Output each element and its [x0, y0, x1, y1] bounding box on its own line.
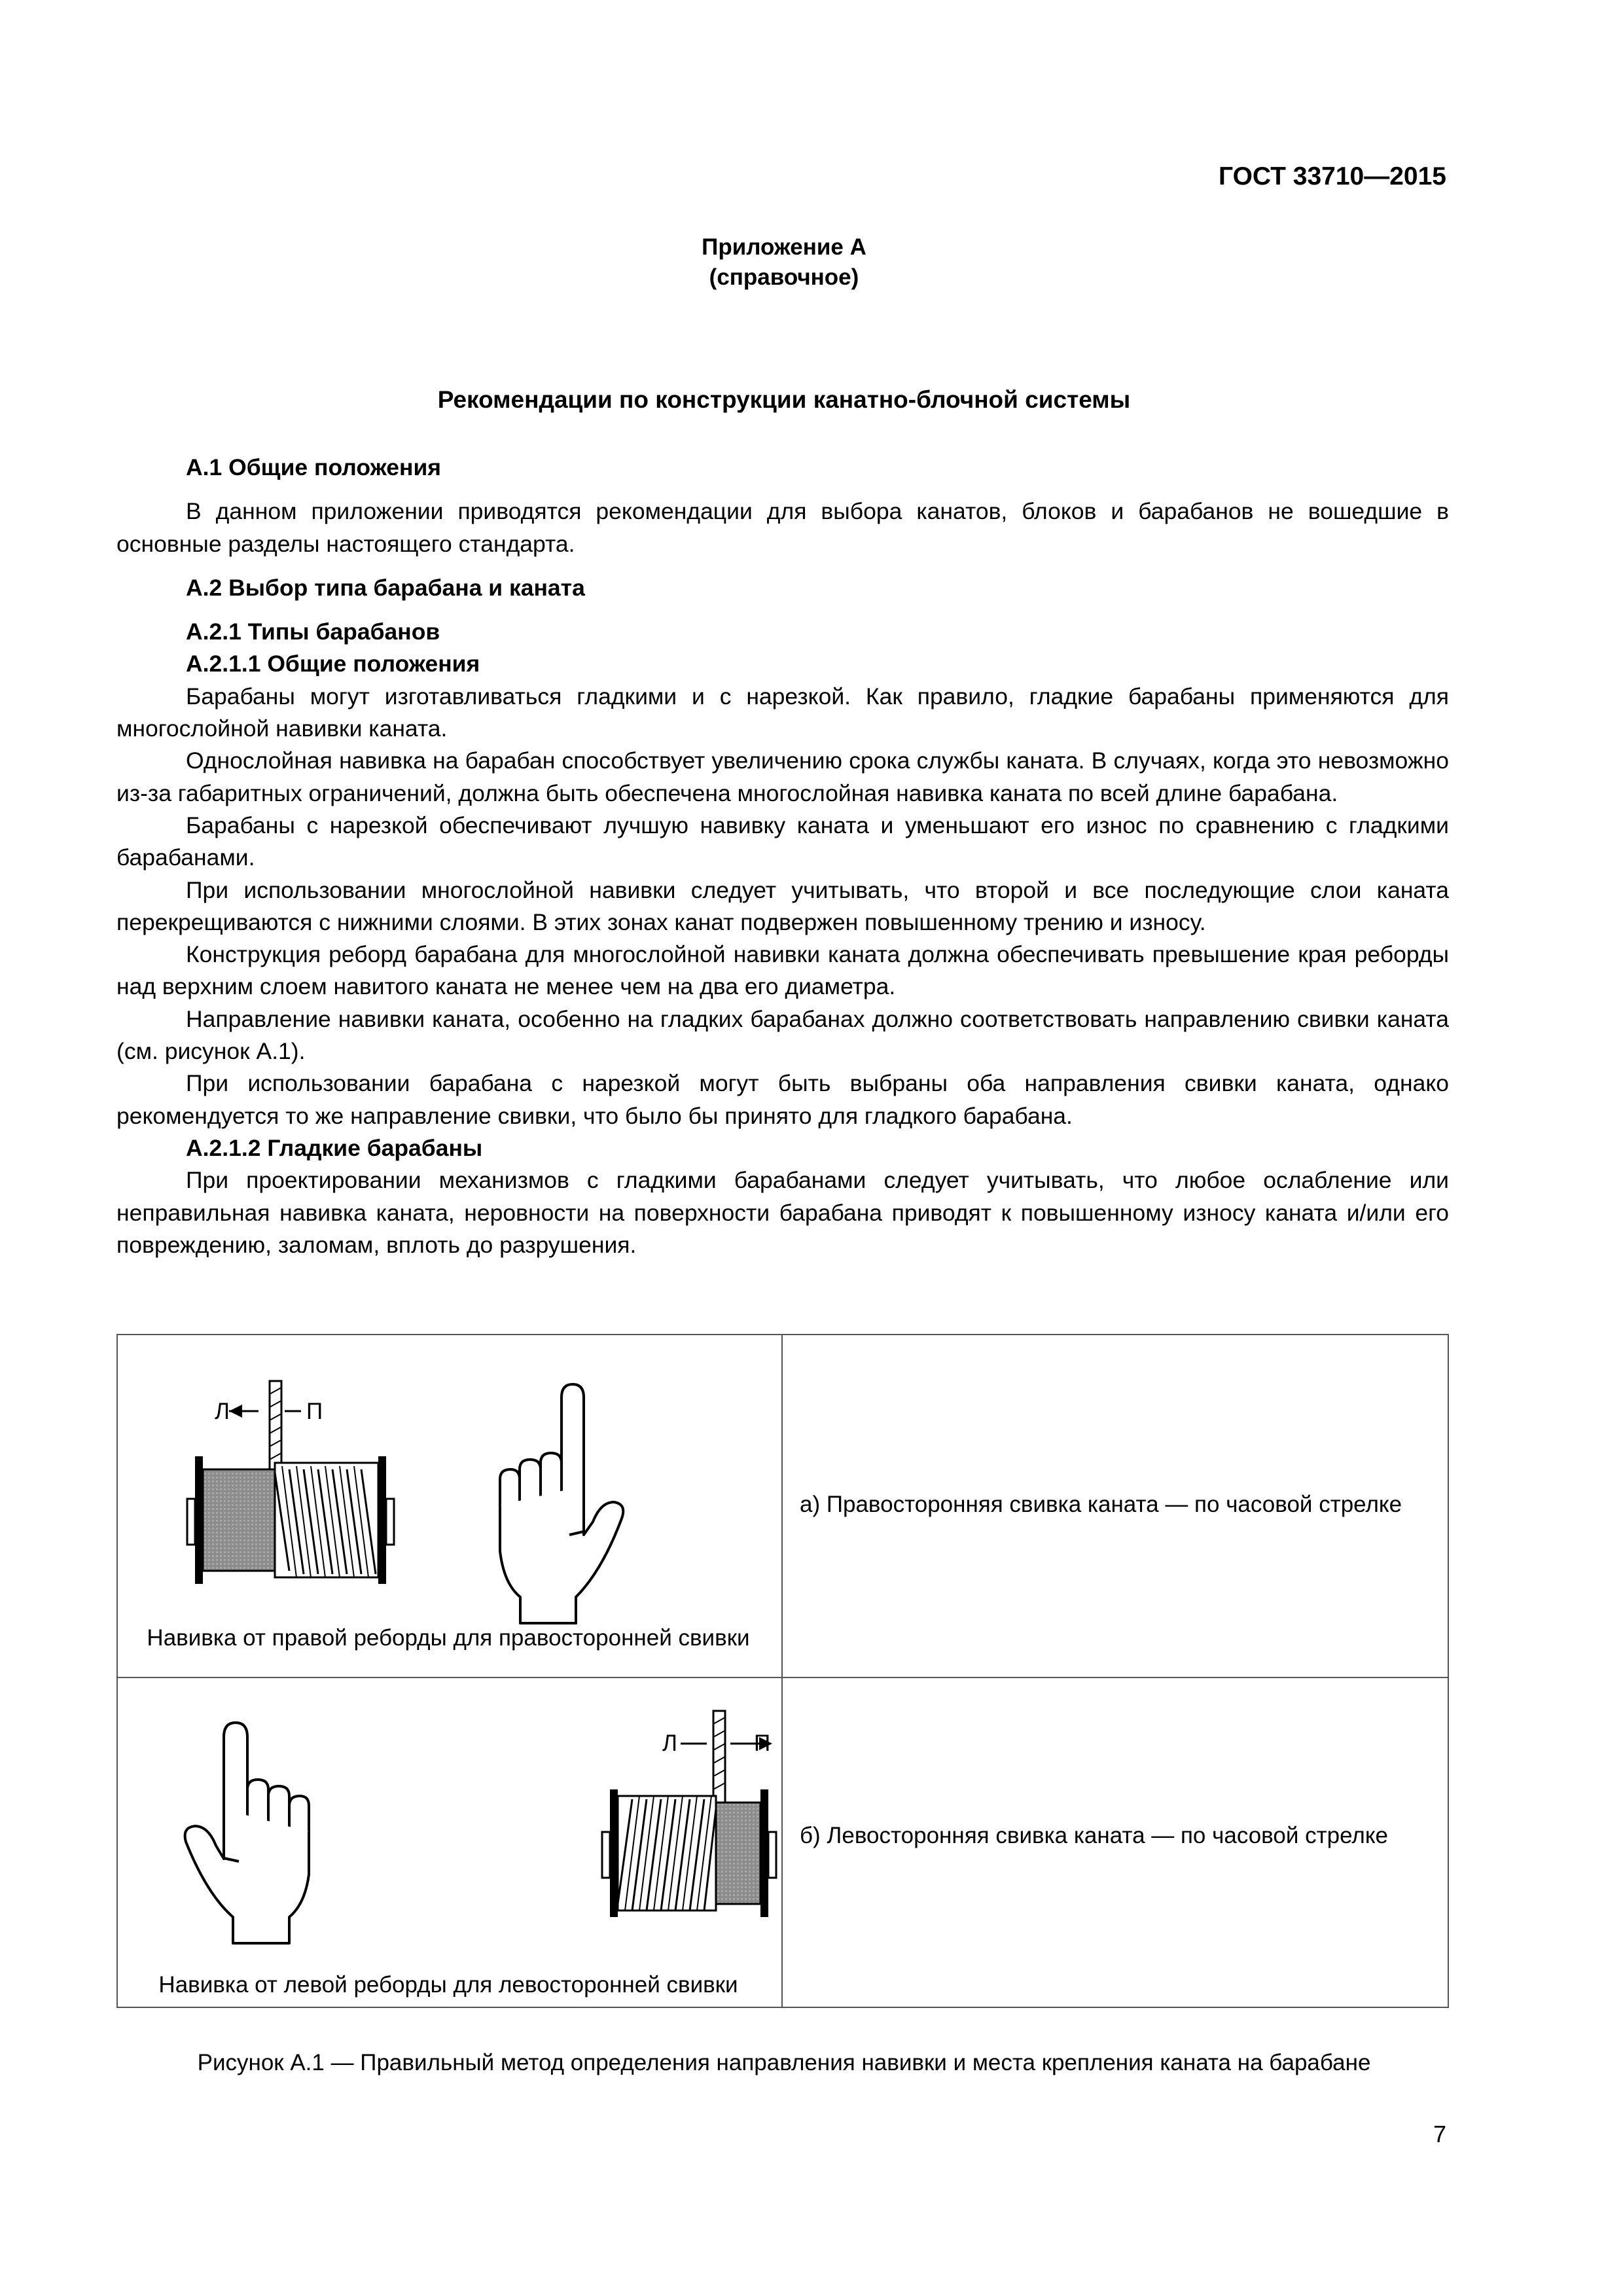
- section-heading-a21: А.2.1 Типы барабанов: [186, 619, 440, 645]
- table-divider-vertical: [781, 1335, 783, 2007]
- paragraph: Барабаны могут изготавливаться гладкими и с нарезкой. Как правило, гладкие барабаны применяются для многослойной навивки каната.: [116, 683, 1449, 742]
- row2-description: б) Левосторонняя свивка каната — по часовой стрелке: [800, 1823, 1389, 1848]
- section-heading-a2: А.2 Выбор типа барабана и каната: [186, 574, 585, 601]
- section-heading-a1: А.1 Общие положения: [186, 454, 441, 480]
- appendix-title: Приложение А: [702, 234, 866, 260]
- paragraph: При проектировании механизмов с гладкими барабанами следует учитывать, что любое ослабление или неправильная навивка каната, неровности на поверхности барабана приводят к повышенному износу каната и/или его повреждению, заломам, вплоть до разрушения.: [116, 1167, 1449, 1258]
- paragraph: При использовании барабана с нарезкой могут быть выбраны оба направления свивки каната, однако рекомендуется то же направление свивки, что было бы принято для гладкого барабана.: [116, 1070, 1449, 1129]
- standard-number: ГОСТ 33710—2015: [1219, 162, 1446, 190]
- row2-label-right: П: [754, 1731, 771, 1756]
- page-number: 7: [1433, 2121, 1446, 2147]
- paragraph: Барабаны с нарезкой обеспечивают лучшую навивку каната и уменьшают его износ по сравнению с гладкими барабанами.: [116, 812, 1449, 871]
- appendix-type: (справочное): [709, 264, 859, 290]
- body-text: [116, 452, 1449, 1261]
- paragraph: При использовании многослойной навивки следует учитывать, что второй и все последующие слои каната перекрещиваются с нижними слоями. В этих зонах канат подвержен повышенному трению и износу.: [116, 876, 1449, 935]
- hand-pointing-up-icon: [185, 1723, 309, 1943]
- drum-body-icon: [618, 1789, 776, 1917]
- row1-caption: Навивка от правой реборды для правосторонней свивки: [147, 1625, 750, 1651]
- paragraph: Однослойная навивка на барабан способствует увеличению срока службы каната. В случаях, когда это невозможно из-за габаритных ограничений, должна быть обеспечена многослойная навивка каната по всей длине барабана.: [116, 747, 1449, 806]
- row1-label-left: Л: [215, 1399, 230, 1424]
- figure-table: [116, 1334, 1449, 2008]
- row1-label-right: П: [306, 1399, 323, 1424]
- hand-pointing-up-icon: [500, 1384, 623, 1623]
- section-heading-a212: А.2.1.2 Гладкие барабаны: [186, 1134, 483, 1161]
- row1-description: а) Правосторонняя свивка каната — по часовой стрелке: [800, 1492, 1402, 1517]
- row2-caption: Навивка от левой реборды для левосторонней свивки: [158, 1972, 738, 1998]
- paragraph: Конструкция реборд барабана для многослойной навивки каната должна обеспечивать превышение края реборды над верхним слоем навитого каната не менее чем на два его диаметра.: [116, 941, 1449, 1000]
- figure-caption: Рисунок А.1 — Правильный метод определения направления навивки и места крепления каната на барабане: [197, 2050, 1371, 2075]
- row2-labels: [628, 1721, 779, 1761]
- paragraph: Направление навивки каната, особенно на гладких барабанах должно соответствовать направлению свивки каната (см. рисунок А.1).: [116, 1005, 1449, 1065]
- appendix-header: [0, 232, 1568, 293]
- paragraph: В данном приложении приводятся рекомендации для выбора канатов, блоков и барабанов не вошедшие в основные разделы настоящего стандарта.: [116, 498, 1449, 557]
- page-title: Рекомендации по конструкции канатно-блочной системы: [437, 386, 1131, 413]
- row2-label-left: Л: [662, 1731, 677, 1756]
- section-heading-a211: А.2.1.1 Общие положения: [186, 651, 480, 677]
